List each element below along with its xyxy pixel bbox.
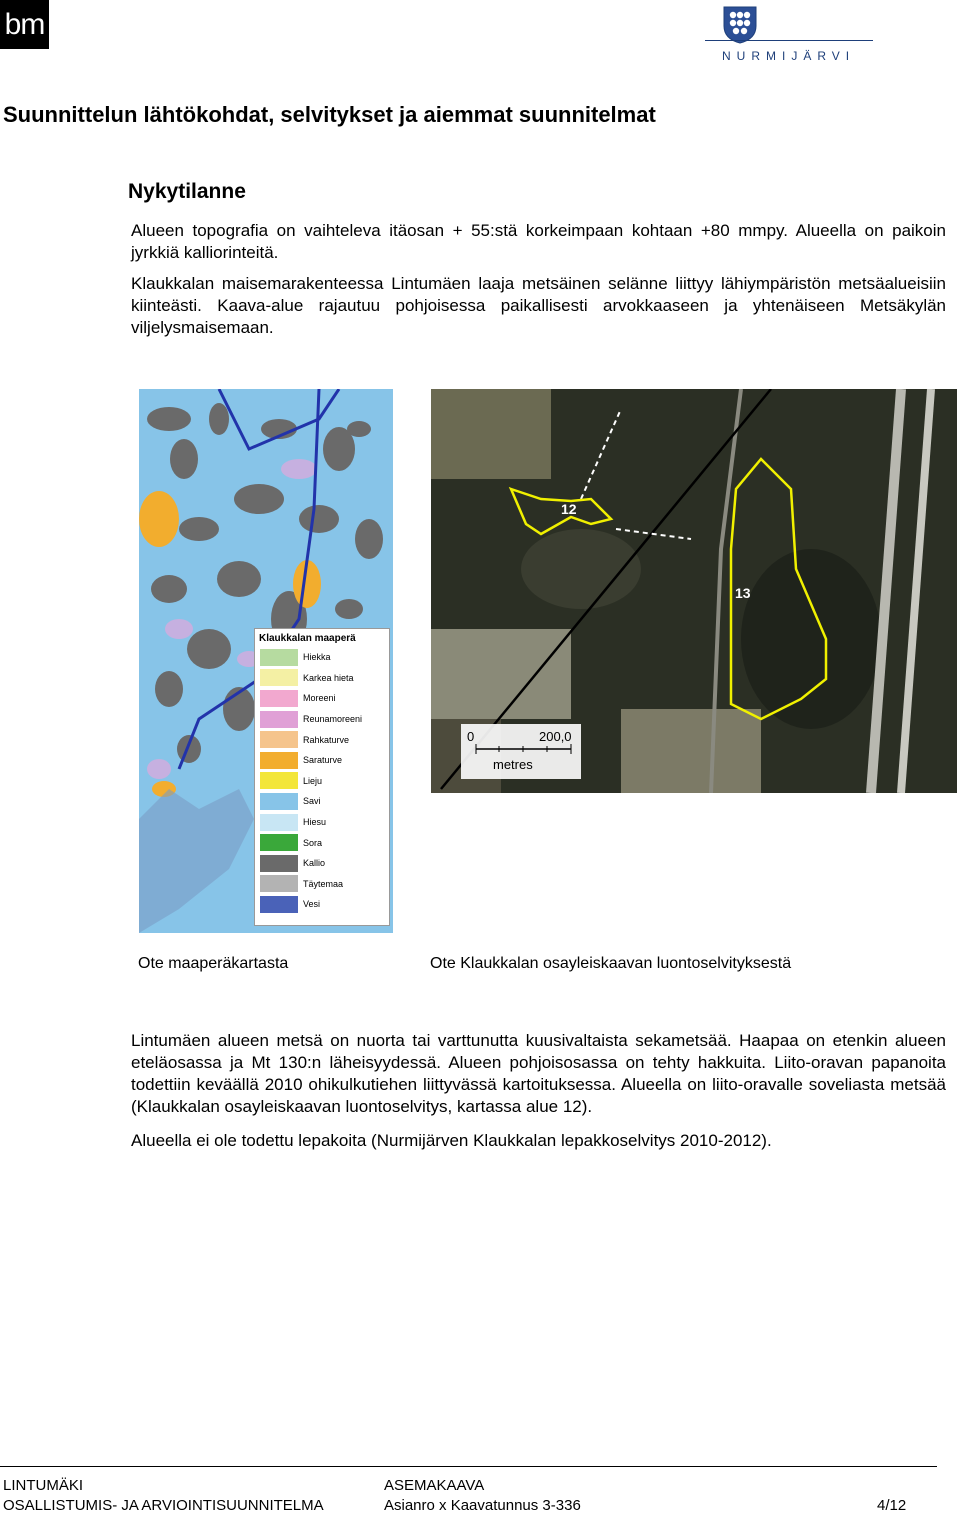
legend-item: Saraturve bbox=[255, 750, 389, 771]
scale-start: 0 bbox=[467, 729, 475, 744]
page-number: 4/12 bbox=[877, 1497, 907, 1514]
legend-item: Täytemaa bbox=[255, 874, 389, 895]
footer-rule bbox=[0, 1466, 937, 1467]
legend-item: Moreeni bbox=[255, 688, 389, 709]
area-label-13: 13 bbox=[735, 585, 751, 601]
paragraph: Alueella ei ole todettu lepakoita (Nurmijärven Klaukkalan lepakkoselvitys 2010-2012). bbox=[131, 1131, 772, 1150]
coat-of-arms-icon bbox=[723, 6, 757, 44]
legend-item: Lieju bbox=[255, 771, 389, 792]
body-text bbox=[131, 1030, 946, 1152]
legend-item: Hiesu bbox=[255, 812, 389, 833]
paragraph: Klaukkalan maisemarakenteessa Lintumäen laaja metsäinen selänne liittyy lähiympäristön metsäalueisiin kiinteästi. Kaava-alue rajautuu pohjoisessa paikallisesti arvokkaaseen ja yhtenäiseen Metsäkylän viljelysmaisemaan. bbox=[131, 274, 946, 337]
aerial-map bbox=[431, 389, 957, 793]
footer-case-number: Asianro x Kaavatunnus 3-336 bbox=[384, 1497, 581, 1514]
legend-title: Klaukkalan maaperä bbox=[259, 633, 356, 644]
nurmijarvi-wordmark: NURMIJÄRVI bbox=[722, 49, 856, 63]
section-heading: Nykytilanne bbox=[128, 180, 246, 203]
bm-logo: bm bbox=[0, 0, 49, 49]
intro-text bbox=[131, 220, 946, 339]
footer-project: LINTUMÄKI bbox=[3, 1477, 84, 1494]
legend-item: Reunamoreeni bbox=[255, 709, 389, 730]
legend-item: Karkea hieta bbox=[255, 668, 389, 689]
paragraph: Alueen topografia on vaihteleva itäosan + 55:stä korkeimpaan kohtaan +80 mmpy. Alueella on paikoin jyrkkiä kalliorinteitä. bbox=[131, 221, 946, 262]
caption-right: Ote Klaukkalan osayleiskaavan luontoselvityksestä bbox=[430, 955, 792, 972]
footer-plan-type: ASEMAKAAVA bbox=[384, 1477, 485, 1494]
scale-end: 200,0 bbox=[539, 729, 572, 744]
legend-item: Sora bbox=[255, 832, 389, 853]
logo-rule bbox=[705, 40, 873, 41]
legend-item: Hiekka bbox=[255, 647, 389, 668]
area-label-12: 12 bbox=[561, 501, 577, 517]
soil-legend bbox=[254, 628, 390, 926]
caption-left: Ote maaperäkartasta bbox=[138, 955, 289, 972]
legend-item: Vesi bbox=[255, 894, 389, 915]
legend-item: Rahkaturve bbox=[255, 729, 389, 750]
legend-item: Savi bbox=[255, 791, 389, 812]
page-title: Suunnittelun lähtökohdat, selvitykset ja aiemmat suunnitelmat bbox=[3, 102, 656, 127]
paragraph: Lintumäen alueen metsä on nuorta tai varttunutta kuusivaltaista sekametsää. Haapaa on etenkin alueen eteläosassa ja Mt 130:n läheisyydessä. Alueen pohjoisosassa on tehty hakkuita. Liito-oravan papanoita todettiin keväällä 2010 ohikulkutiehen liittyvässä kartoituksessa. Alueella on liito-oravalle soveliasta metsää (Klaukkalan osayleiskaavan luontoselvitys, kartassa alue 12). bbox=[131, 1031, 946, 1116]
footer-document: OSALLISTUMIS- JA ARVIOINTISUUNNITELMA bbox=[3, 1497, 324, 1514]
legend-item: Kallio bbox=[255, 853, 389, 874]
scale-unit: metres bbox=[493, 757, 533, 772]
